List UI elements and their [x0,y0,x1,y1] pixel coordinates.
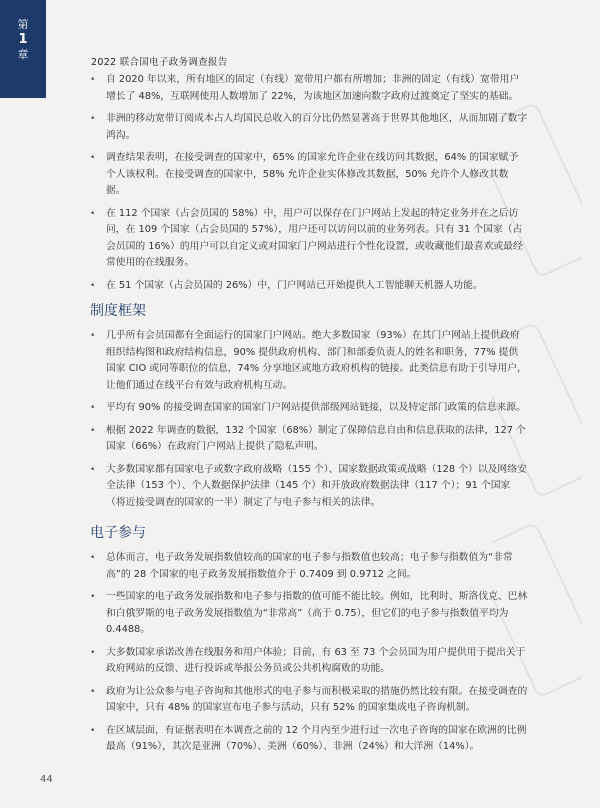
chapter-tab-label-bottom: 章 [17,48,29,61]
running-header: 2022 联合国电子政务调查报告 [91,57,228,68]
list-item-text: 大多数国家承诺改善在线服务和用户体验；目前，有 63 至 73 个会员国为用户提供用于提出关于政府网站的反馈、进行投诉或举报公务员或公共机构腐败的功能。 [106,646,526,674]
bullet-dot-icon: • [90,464,96,475]
bullet-dot-icon: • [90,75,96,85]
list-item [90,550,528,583]
bullet-dot-icon: • [90,425,96,436]
list-item [90,423,528,456]
list-item [90,589,528,639]
section-title-e-participation: 电子参与 [90,525,146,541]
list-item [90,278,528,295]
chapter-tab-number: 1 [18,32,28,47]
section-title-institutional-framework: 制度框架 [90,303,146,319]
list-item-text: 在 51 个国家（占会员国的 26%）中，门户网站已开始提供人工智能聊天机器人功能。 [106,279,483,291]
list-item [90,72,528,105]
list-item [90,400,528,417]
section-1 [90,328,528,517]
list-item-text: 一些国家的电子政务发展指数和电子参与指数的值可能不能比较。例如，比利时、斯洛伐克、巴林和白俄罗斯的电子政务发展指数值为“非常高”（高于 0.75），但它们的电子参与指数值平均为 0.4488。 [106,591,528,635]
list-item [90,206,528,272]
list-item-text: 政府为让公众参与电子咨询和其他形式的电子参与而积极采取的措施仍然比较有限。在接受调查的国家中，只有 48% 的国家宣布电子参与活动，只有 52% 的国家集成电子咨询机制。 [106,685,528,713]
bullet-dot-icon: • [90,208,96,219]
list-item [90,462,528,512]
list-item-text: 总体而言，电子政务发展指数值较高的国家的电子参与指数值也较高；电子参与指数值为“非常高”的 28 个国家的电子政务发展指数值介于 0.7409 到 0.9712 之间。 [106,552,513,580]
list-item-text: 几乎所有会员国都有全面运行的国家门户网站。绝大多数国家（93%）在其门户网站上提供政府组织结构图和政府结构信息，90% 提供政府机构、部门和部委负责人的姓名和职务，77% 提供国家 CIO 或同等职位的信息，74% 分享地区或地方政府机构的链接。此类信息有助于引导用户，让他们通过在线平台有效与政府机构互动。 [106,330,527,391]
list-item-text: 自 2020 年以来，所有地区的固定（有线）宽带用户都有所增加；非洲的固定（有线）宽带用户增长了 48%，互联网使用人数增加了 22%，为该地区加速向数字政府过渡奠定了坚实的基础。 [106,74,520,102]
list-item [90,645,528,678]
bullet-dot-icon: • [90,686,96,697]
bullet-dot-icon: • [90,331,96,341]
bullet-list [90,328,528,511]
bullet-dot-icon: • [90,114,96,124]
list-item [90,150,528,200]
section-0 [90,72,528,300]
bullet-dot-icon: • [90,153,96,163]
bullet-dot-icon: • [90,403,96,413]
list-item [90,111,528,144]
list-item-text: 非洲的移动宽带订阅成本占人均国民总收入的百分比仍然显著高于世界其他地区，从而加剧了数字鸿沟。 [106,113,528,141]
list-item-text: 在区域层面，有证据表明在本调查之前的 12 个月内至少进行过一次电子咨询的国家在欧洲的比例最高（91%），其次是亚洲（70%）、美洲（60%）、非洲（24%）和大洋洲（14%）。 [106,724,527,752]
bullet-list [90,550,528,756]
list-item [90,328,528,394]
page-number: 44 [40,774,53,785]
bullet-dot-icon: • [90,553,96,563]
section-2 [90,550,528,762]
list-item-text: 根据 2022 年调查的数据，132 个国家（68%）制定了保障信息自由和信息获取的法律，127 个国家（66%）在政府门户网站上提供了隐私声明。 [106,424,526,452]
list-item-text: 平均有 90% 的接受调查国家的国家门户网站提供部级网站链接，以及特定部门政策的信息来源。 [106,402,526,413]
chapter-tab [0,0,46,98]
bullet-dot-icon: • [90,592,96,602]
bullet-dot-icon: • [90,647,96,658]
bullet-list [90,72,528,294]
list-item [90,684,528,717]
bullet-dot-icon: • [90,725,96,736]
chapter-tab-label-top: 第 [17,18,29,31]
list-item [90,723,528,756]
list-item-text: 大多数国家都有国家电子或数字政府战略（155 个）、国家数据政策或战略（128 个）以及网络安全法律（153 个）、个人数据保护法律（145 个）和开放政府数据法律（117 个）；91 个国家（将近接受调查的国家的一半）制定了与电子参与相关的法律。 [106,463,527,508]
bullet-dot-icon: • [90,280,96,291]
list-item-text: 在 112 个国家（占会员国的 58%）中，用户可以保存在门户网站上发起的特定业务并在之后访问，在 109 个国家（占会员国的 57%），用户还可以访问以前的业务列表。只有 31 个国家（占会员国的 16%）的用户可以自定义或对国家门户网站进行个性化设置，或收藏他们最喜欢或最经常使用的在线服务。 [106,207,523,268]
list-item-text: 调查结果表明，在接受调查的国家中，65% 的国家允许企业在线访问其数据，64% 的国家赋予个人该权利。在接受调查的国家中，58% 允许企业实体修改其数据，50% 允许个人修改其数据。 [106,152,519,196]
